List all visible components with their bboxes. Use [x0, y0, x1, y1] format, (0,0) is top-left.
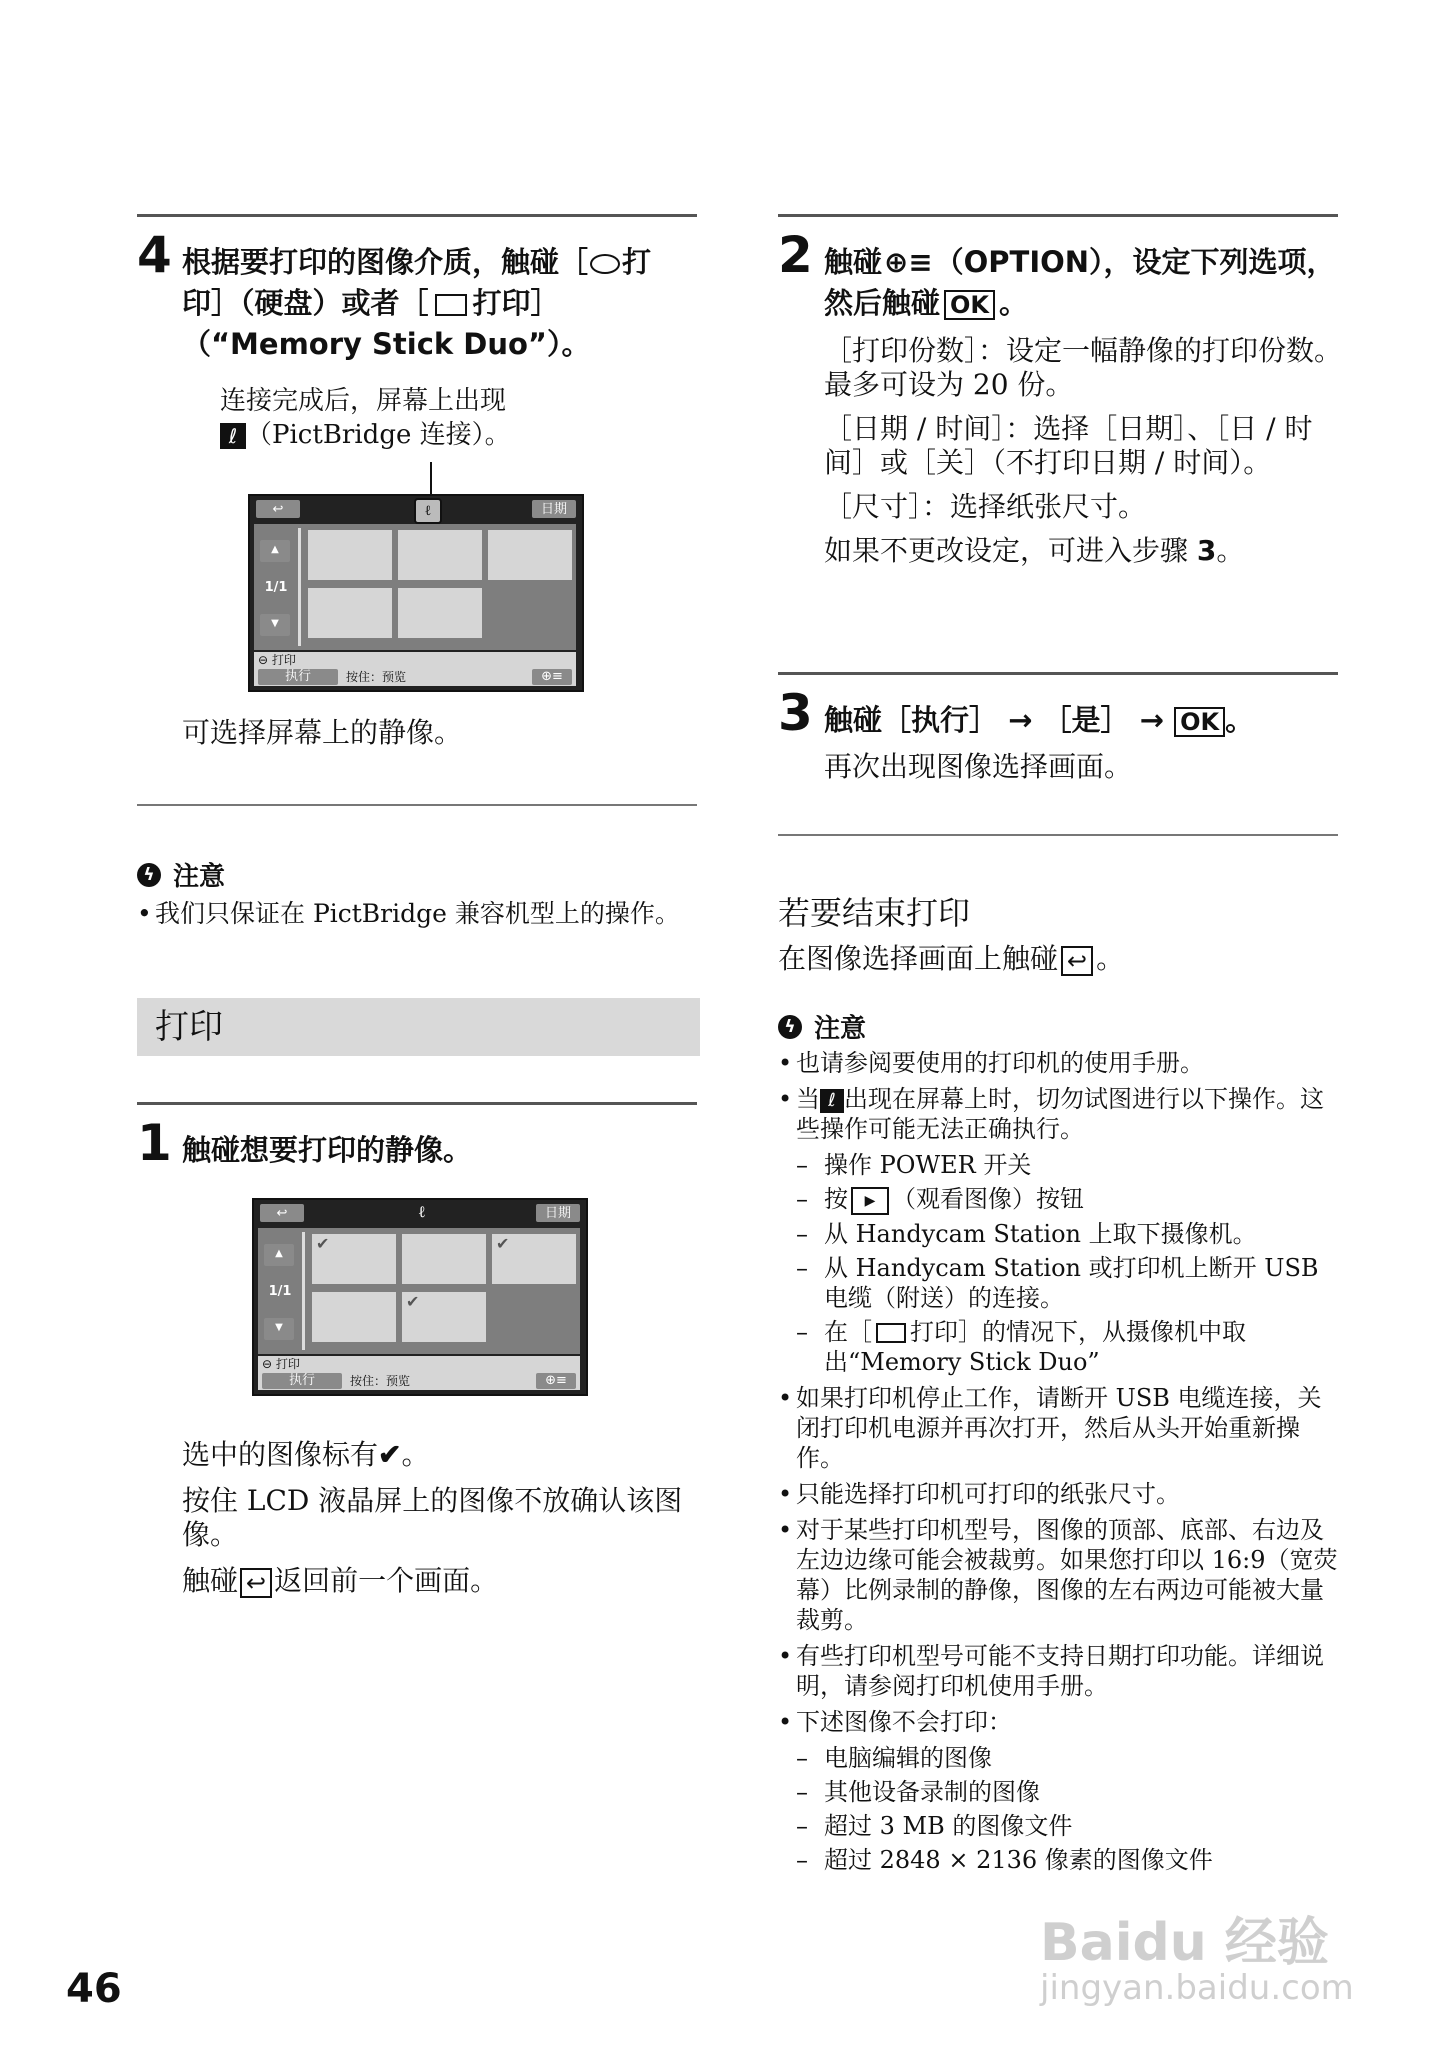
scrollbar[interactable] — [302, 1232, 305, 1350]
sub-item: – 超过 3 MB 的图像文件 — [796, 1811, 1338, 1841]
media-label: ⊖ 打印 — [258, 1356, 580, 1372]
check-icon: ✔ — [378, 1438, 402, 1471]
thumbnail-selected[interactable] — [402, 1292, 486, 1342]
sub-item: – 从 Handycam Station 上取下摄像机。 — [796, 1219, 1338, 1249]
note-item: • 如果打印机停止工作，请断开 USB 电缆连接，关闭打印机电源并再次打开，然后从头开始重新操作。 — [778, 1383, 1338, 1473]
thumbnail[interactable] — [398, 530, 482, 580]
section-title-print: 打印 — [137, 998, 700, 1056]
step-3-desc: 再次出现图像选择画面。 — [824, 750, 1133, 783]
bottom-bar — [254, 668, 576, 686]
page-number: 46 — [66, 1966, 122, 2012]
option-button[interactable]: ⊕≡ — [532, 669, 572, 685]
step-1-body: 选中的图像标有✔。 按住 LCD 液晶屏上的图像不放确认该图像。 触碰 ↩ 返回前一个画面。 — [182, 1438, 683, 1597]
note-item: • 只能选择打印机可打印的纸张尺寸。 — [778, 1479, 1338, 1509]
scroll-up-button[interactable]: ▲ — [264, 1244, 294, 1266]
step-2-number: 2 — [778, 226, 813, 284]
scroll-down-button[interactable]: ▼ — [260, 614, 290, 636]
page-indicator: 1/1 — [264, 580, 288, 595]
step-2-title: 触碰⊕≡（OPTION），设定下列选项， 然后触碰 OK 。 — [824, 245, 1336, 320]
rule-mid-left — [137, 804, 697, 806]
scrollbar[interactable] — [298, 528, 301, 646]
thumbnail[interactable] — [398, 588, 482, 638]
sub-item: – 其他设备录制的图像 — [796, 1777, 1338, 1807]
thumbnail-area — [258, 1228, 580, 1354]
step-1-title: 触碰想要打印的静像。 — [182, 1133, 473, 1167]
note-item: • 我们只保证在 PictBridge 兼容机型上的操作。 — [137, 898, 689, 930]
sub-item: – 操作 POWER 开关 — [796, 1150, 1338, 1180]
step-4-title: 根据要打印的图像介质，触碰［ 打 印］（硬盘）或者［ 打印］ （“Memory Stick Duo”）。 — [182, 245, 652, 361]
note-heading-left: ϟ 注意 — [137, 856, 225, 893]
rule-step3 — [778, 672, 1338, 675]
date-button[interactable]: 日期 — [536, 1204, 580, 1222]
note-item: • 当 ℓ 出现在屏幕上时，切勿试图进行以下操作。这些操作可能无法正确执行。 – 操作 POWER 开关 – 按 ▶ （观看图像）按钮 – 从 Handycam Station 上取下摄像机。 – 从 Handycam Station 或打印机上断开 USB 电缆（附送）的连接。 – 在［ 打印］的情况下，从摄像机中取出“Memory Stick Duo” — [778, 1084, 1338, 1377]
step-3-title: 触碰［执行］ → ［是］ → OK 。 — [824, 703, 1255, 737]
note-list-left — [137, 898, 689, 936]
rule-step1 — [137, 1102, 697, 1105]
note-item: • 也请参阅要使用的打印机的使用手册。 — [778, 1048, 1338, 1078]
step-4-after: 可选择屏幕上的静像。 — [182, 716, 463, 749]
watermark-logo: Baidu 经验 — [1040, 1913, 1329, 1973]
rule-top-right — [778, 214, 1338, 217]
check-icon: ✔ — [316, 1234, 330, 1253]
end-print-text: 在图像选择画面上触碰 ↩ 。 — [778, 942, 1125, 975]
step-4-number: 4 — [137, 226, 172, 284]
thumbnail-selected[interactable] — [492, 1234, 576, 1284]
memory-stick-icon — [876, 1323, 906, 1343]
note-item: • 下述图像不会打印： – 电脑编辑的图像 – 其他设备录制的图像 – 超过 3 MB 的图像文件 – 超过 2848 × 2136 像素的图像文件 — [778, 1707, 1338, 1875]
bottom-bar — [258, 1372, 580, 1390]
note-list-right — [778, 1048, 1338, 1881]
play-icon: ▶ — [851, 1187, 889, 1215]
execute-button[interactable]: 执行 — [262, 1373, 342, 1389]
pictbridge-icon: ℓ — [414, 498, 442, 524]
thumbnail[interactable] — [488, 530, 572, 580]
thumbnail[interactable] — [312, 1292, 396, 1342]
return-icon: ↩ — [240, 1568, 272, 1598]
thumbnail[interactable] — [402, 1234, 486, 1284]
date-button[interactable]: 日期 — [532, 500, 576, 518]
execute-button[interactable]: 执行 — [258, 669, 338, 685]
option-button[interactable]: ⊕≡ — [536, 1373, 576, 1389]
thumbnail[interactable] — [308, 530, 392, 580]
thumbnail-area — [254, 524, 576, 650]
sub-item: – 从 Handycam Station 或打印机上断开 USB 电缆（附送）的连接。 — [796, 1253, 1338, 1313]
thumbnail[interactable] — [308, 588, 392, 638]
option-icon: ⊕≡ — [884, 245, 933, 279]
end-print-heading: 若要结束打印 — [778, 894, 971, 932]
preview-hint: 按住：预览 — [346, 670, 407, 684]
scroll-up-button[interactable]: ▲ — [260, 540, 290, 562]
note-item: • 对于某些打印机型号，图像的顶部、底部、右边及左边边缘可能会被裁剪。如果您打印以 16:9（宽荧幕）比例录制的静像，图像的左右两边可能被大量裁剪。 — [778, 1515, 1338, 1635]
media-label: ⊖ 打印 — [254, 652, 576, 668]
sub-item: – 超过 2848 × 2136 像素的图像文件 — [796, 1845, 1338, 1875]
ok-button-icon: OK — [944, 290, 995, 320]
back-button[interactable]: ↩ — [260, 1204, 304, 1222]
page-indicator: 1/1 — [268, 1284, 292, 1299]
pictbridge-icon: ℓ — [820, 1089, 844, 1113]
camera-screen-2 — [252, 1198, 588, 1396]
step-2-body: ［打印份数］：设定一幅静像的打印份数。最多可设为 20 份。 ［日期 / 时间］：选择［日期］、［日 / 时间］或［关］（不打印日期 / 时间）。 ［尺寸］：选择纸张尺寸。 如果不更改设定，可进入步骤 3。 — [824, 334, 1343, 567]
sub-item: – 电脑编辑的图像 — [796, 1743, 1338, 1773]
preview-hint: 按住：预览 — [350, 1374, 411, 1388]
check-icon: ✔ — [406, 1292, 420, 1311]
step-4-desc: 连接完成后，屏幕上出现 ℓ （PictBridge 连接）。 — [220, 386, 511, 450]
step-3-number: 3 — [778, 684, 813, 742]
note-heading-right: ϟ 注意 — [778, 1008, 866, 1045]
warning-icon: ϟ — [778, 1015, 802, 1039]
ok-button-icon: OK — [1174, 707, 1225, 737]
scroll-down-button[interactable]: ▼ — [264, 1318, 294, 1340]
watermark-url: jingyan.baidu.com — [1040, 1968, 1354, 2008]
rule-end-print — [778, 834, 1338, 836]
check-icon: ✔ — [496, 1234, 510, 1253]
back-button[interactable]: ↩ — [256, 500, 300, 518]
pictbridge-icon: ℓ — [220, 423, 246, 449]
sub-item: – 按 ▶ （观看图像）按钮 — [796, 1184, 1338, 1215]
hdd-icon — [590, 254, 620, 274]
note-item: • 有些打印机型号可能不支持日期打印功能。详细说明，请参阅打印机使用手册。 — [778, 1641, 1338, 1701]
memory-stick-icon — [435, 294, 467, 316]
warning-icon: ϟ — [137, 863, 161, 887]
pictbridge-icon: ℓ — [418, 1202, 426, 1221]
sub-item: – 在［ 打印］的情况下，从摄像机中取出“Memory Stick Duo” — [796, 1317, 1338, 1377]
return-icon: ↩ — [1061, 946, 1093, 976]
camera-screen-1 — [248, 494, 584, 692]
callout-line — [430, 462, 432, 498]
step-1-number: 1 — [137, 1114, 172, 1172]
rule-top-left — [137, 214, 697, 217]
thumbnail-selected[interactable] — [312, 1234, 396, 1284]
